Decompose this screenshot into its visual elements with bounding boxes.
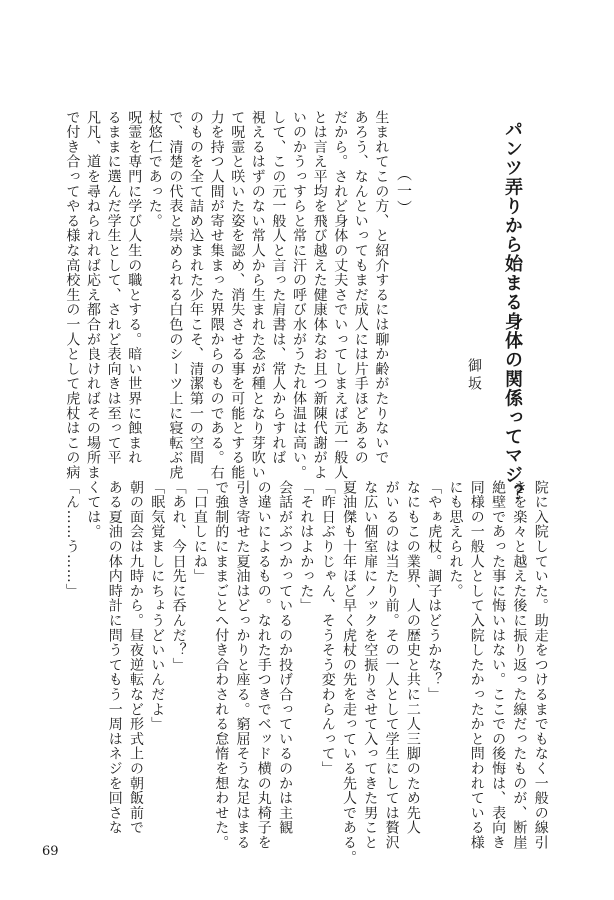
text-column: 凡凡、道を尋ねられれば応え都合が良ければその場所ま — [85, 110, 101, 480]
text-column: の違いによるもの。なれた手つきでベッド横の丸椅子を — [255, 480, 272, 850]
text-column: くては。 — [85, 480, 102, 540]
text-column: 朝の面会は九時から。昼夜逆転など形式上の朝飯前で — [128, 480, 144, 836]
text-column: て呪霊と咲いた姿を認め、消失させる事を可能とする能 — [229, 110, 246, 480]
text-column: だから。されど身体の丈夫さでいってしまえば元一般人 — [332, 110, 349, 480]
text-column: 院に入院していた。助走をつけるまでもなく一般の線引 — [532, 480, 549, 850]
text-column: きを楽々と越えた後に振り返った線だったものが、断崖 — [511, 480, 528, 850]
text-column: 「昨日ぶりじゃん、そうそう変わらんって」 — [319, 480, 336, 776]
text-column: 「ん……う……」 — [64, 480, 81, 599]
text-column: 「口直しにね」 — [191, 480, 208, 584]
page-number: 69 — [42, 844, 59, 859]
text-column: 「眠気覚ましにちょうどいいんだよ」 — [149, 480, 166, 732]
text-column: あろう、なんといってもまだ成人には片手ほどあるの — [352, 110, 369, 466]
text-column: 「それはよかった」 — [298, 480, 315, 614]
text-column: いのかうっすらと常に汗の呼び水がうたれ体温は高い。 — [291, 110, 307, 480]
text-column: 引き寄せた夏油はどっかりと座る。窮屈そうな足はまる — [234, 480, 251, 850]
text-column: ある夏油の体内時計に問うてもう一周はネジを回さな — [106, 480, 123, 836]
text-column: 会話がぶつかっているのか投げ合っているのかは主観 — [277, 480, 294, 836]
text-column: 「あれ、今日先に呑んだ？」 — [170, 480, 187, 673]
text-column: 生まれてこの方、と紹介するには聊か齢がたりないで — [373, 110, 390, 466]
text-column: で、清楚の代表と崇められる白色のシーツ上に寝転ぶ虎 — [167, 110, 184, 480]
text-column: で強制的にままごとへ付き合わされる怠惰を想わせた。 — [213, 480, 230, 850]
lower-text-block — [60, 480, 550, 865]
text-column: 夏油傑も十年ほど早く虎杖の先を走っている先人である。 — [341, 480, 357, 865]
text-column: な広い個室扉にノックを空振りさせて入ってきた男こと — [362, 480, 379, 850]
text-column: 「やぁ虎杖。調子はどうかな？」 — [426, 480, 443, 702]
text-column: にも思えられた。 — [447, 480, 464, 599]
text-column: がいるのは当たり前。その一人として学生にしては贅沢 — [383, 480, 400, 850]
upper-text-block — [60, 110, 390, 480]
text-column: で付き合ってやる様な高校生の一人として虎杖はこの病 — [64, 110, 81, 480]
text-column: して、この元一般人と言った肩書は、常人からすれば — [270, 110, 287, 466]
text-column: るままに選んだ学生として、されど表向きは至って平 — [105, 110, 122, 466]
section-heading: （一） — [395, 166, 413, 217]
story-title: パンツ弄りから始まる身体の関係ってマジ？ — [502, 120, 523, 504]
text-column: 呪霊を専門に学び人生の職とする。暗い世界に蝕まれ — [126, 110, 143, 466]
text-column: 力を持つ人間が寄せ集まった界隈からのものである。右 — [208, 110, 225, 480]
text-column: 杖悠仁であった。 — [146, 110, 163, 229]
text-column: 同様の一般人として入院したかったかと問われている様 — [468, 480, 485, 850]
text-column: 視えるはずのない常人から生まれた念が種となり芽吹い — [249, 110, 266, 480]
text-column: 絶壁であった事に悔いはない。ここでの後悔は、表向き — [490, 480, 507, 850]
author-name: 御坂 — [466, 358, 482, 394]
text-column: のものを全て詰め込まれた少年こそ、清潔第一の空間 — [188, 110, 204, 466]
text-column: とは言え平均を飛び越えた健康体なお且つ新陳代謝がよ — [311, 110, 328, 480]
text-column: なにもこの業界、人の歴史と共に二人三脚のため先人 — [404, 480, 421, 836]
